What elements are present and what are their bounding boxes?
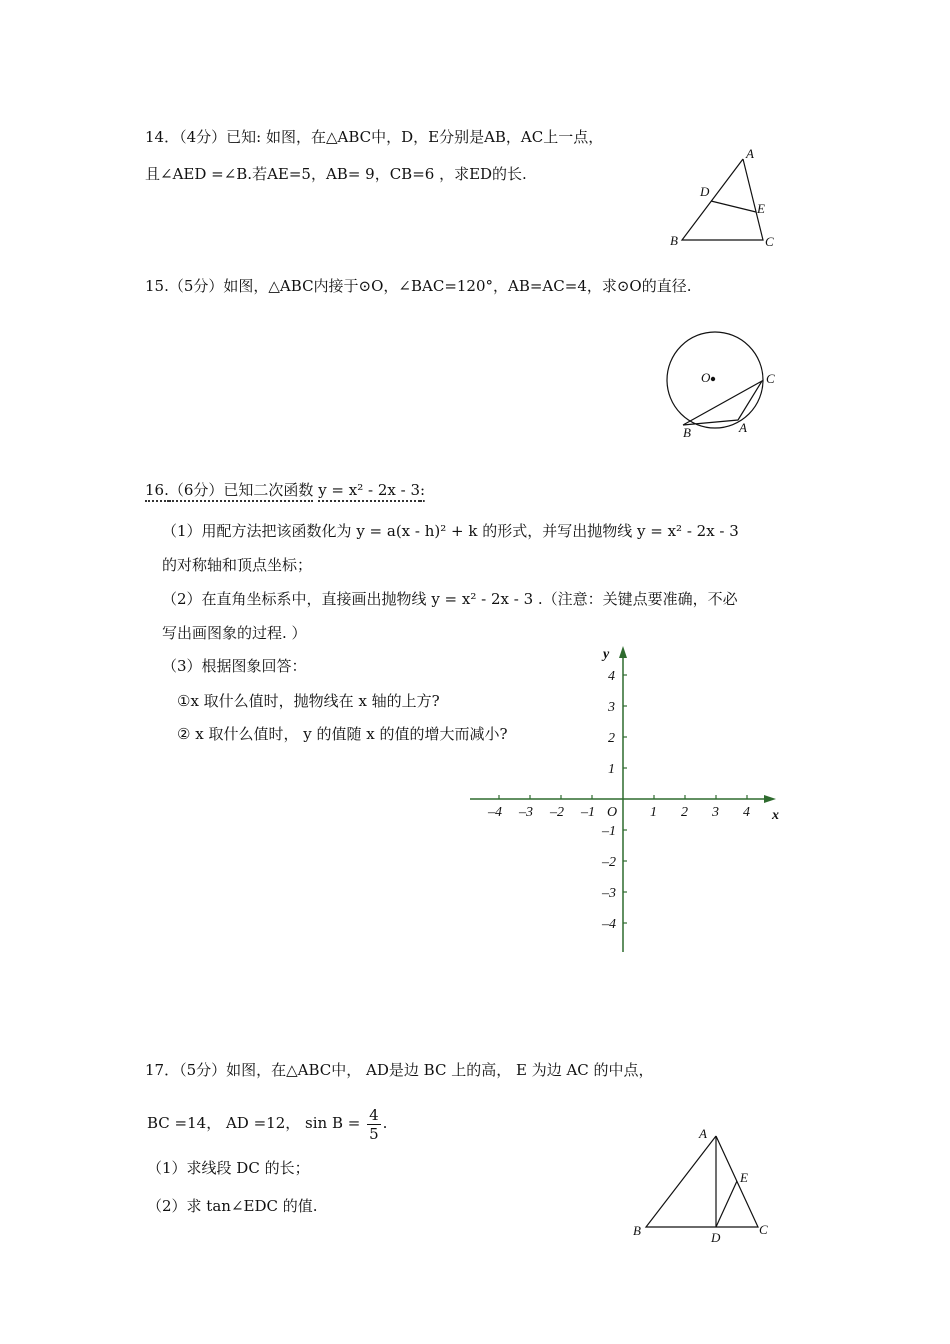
q17-triangle-figure <box>625 1120 795 1250</box>
y-tick-label: 3 <box>608 700 615 715</box>
q16-part2-line1: （2）在直角坐标系中，直接画出抛物线 y = x² - 2x - 3 .（注意：关键点要准确，不必 <box>162 590 738 608</box>
q16-part2-line2: 写出画图象的过程. ） <box>162 624 307 642</box>
q15-label-c: C <box>766 371 775 386</box>
q14-label-e: E <box>757 201 765 216</box>
q17-frac-num: 4 <box>369 1105 379 1124</box>
q16-coordinate-axes <box>460 640 800 960</box>
y-tick-label: 2 <box>608 731 615 746</box>
q17-line2-end: . <box>382 1114 388 1132</box>
q17-part2: （2）求 tan∠EDC 的值. <box>147 1197 318 1215</box>
q16-line1 <box>145 480 425 500</box>
x-tick-label: –1 <box>581 805 595 820</box>
x-tick-label: –4 <box>488 805 502 820</box>
q17-line2 <box>147 1104 387 1143</box>
y-tick-label: 4 <box>608 669 615 684</box>
q14-label-b: B <box>670 233 678 248</box>
q17-label-d: D <box>711 1230 721 1245</box>
q17-given-values: BC =14， AD =12， sin B = <box>147 1114 361 1132</box>
q17-sin-fraction <box>367 1106 381 1143</box>
q16-part3: （3）根据图象回答： <box>162 657 307 675</box>
q16-formula: y = x² - 2x - 3 <box>318 481 420 502</box>
q14-line2: 且∠AED =∠B.若AE=5，AB= 9，CB=6 ，求ED的长. <box>145 165 527 183</box>
q14-label-d: D <box>700 184 710 199</box>
x-tick-label: 2 <box>681 805 688 820</box>
q14-triangle-figure <box>660 140 790 255</box>
q16-part3-item1: ①x 取什么值时，抛物线在 x 轴的上方? <box>177 692 440 710</box>
x-tick-label: 1 <box>650 805 657 820</box>
q16-number: 16. <box>145 481 169 502</box>
x-tick-label: –2 <box>550 805 564 820</box>
y-tick-label: –3 <box>602 886 616 901</box>
q15-label-o: O <box>701 370 711 385</box>
q17-frac-den: 5 <box>369 1124 379 1143</box>
q16-part3-item2: ② x 取什么值时， y 的值随 x 的值的增大而减小? <box>177 725 508 743</box>
q17-label-a: A <box>699 1126 707 1141</box>
origin-label: O <box>607 805 618 820</box>
q16-score: （6分）已知二次函数 <box>169 481 314 502</box>
q17-label-b: B <box>633 1223 641 1238</box>
q16-end: : <box>420 481 425 502</box>
y-tick-label: –2 <box>602 855 616 870</box>
q16-part1-line1: （1）用配方法把该函数化为 y = a(x - h)² + k 的形式，并写出抛物线 y = x² - 2x - 3 <box>162 522 739 540</box>
q17-part1: （1）求线段 DC 的长； <box>147 1159 310 1177</box>
q15-label-a: A <box>739 420 747 435</box>
y-tick-label: 1 <box>608 762 615 777</box>
x-tick-label: 4 <box>743 805 750 820</box>
q15-label-b: B <box>683 425 691 440</box>
q17-line1: 17．（5分）如图，在△ABC中， AD是边 BC 上的高， E 为边 AC 的中点， <box>145 1061 654 1079</box>
q17-label-c: C <box>759 1222 768 1237</box>
q15-line1: 15.（5分）如图，△ABC内接于⊙O，∠BAC=120°，AB=AC=4，求⊙O的直径. <box>145 277 692 295</box>
q14-line1: 14．（4分）已知: 如图，在△ABC中，D，E分别是AB，AC上一点， <box>145 128 604 146</box>
q15-circle-figure <box>655 325 790 445</box>
y-axis-arrow <box>619 646 627 658</box>
x-axis-arrow <box>764 795 776 803</box>
x-tick-label: –3 <box>519 805 533 820</box>
q14-label-c: C <box>765 234 774 249</box>
q17-label-e: E <box>740 1170 748 1185</box>
y-tick-label: –4 <box>602 917 616 932</box>
y-tick-label: –1 <box>602 824 616 839</box>
q16-part1-line2: 的对称轴和顶点坐标； <box>162 556 313 574</box>
y-axis-label: y <box>603 647 610 662</box>
q14-label-a: A <box>746 146 754 161</box>
x-tick-label: 3 <box>712 805 719 820</box>
x-axis-label: x <box>772 808 779 823</box>
